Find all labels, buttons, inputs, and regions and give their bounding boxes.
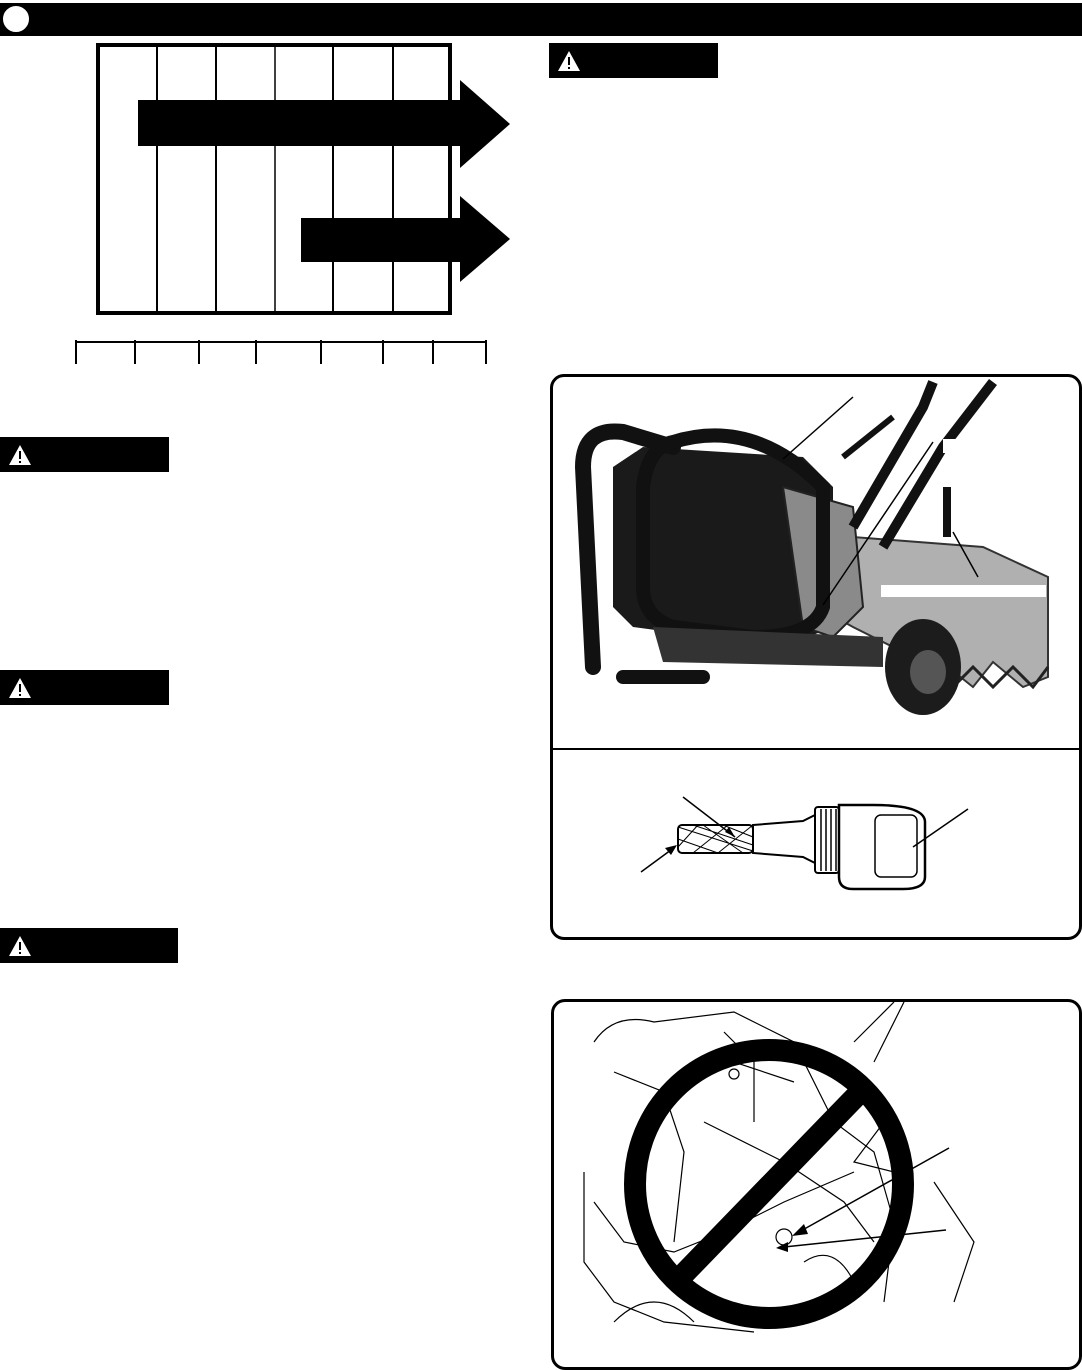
warning-triangle-icon (8, 444, 32, 466)
section-header-bar (0, 3, 1082, 36)
warning-banner-left-2 (0, 670, 169, 705)
warning-banner-left-1 (0, 437, 169, 472)
warning-triangle-icon (557, 50, 581, 72)
callout-leader (799, 1148, 949, 1232)
temperature-scale-ticks (76, 340, 486, 364)
warning-banner-left-3 (0, 928, 178, 963)
chart-frame (98, 45, 450, 313)
warning-triangle-icon (8, 935, 32, 957)
tiller-figure (553, 377, 1079, 937)
prohibited-figure (554, 1002, 1079, 1368)
section-number-circle (1, 4, 31, 34)
oil-dipstick-illustration (641, 797, 968, 889)
warning-banner-top-right (549, 43, 718, 78)
prohibition-slash (676, 1088, 864, 1282)
oil-temperature-chart (70, 42, 520, 367)
warning-triangle-icon (8, 677, 32, 699)
tiller-photo (567, 379, 1073, 715)
callout-leader (784, 1230, 946, 1247)
